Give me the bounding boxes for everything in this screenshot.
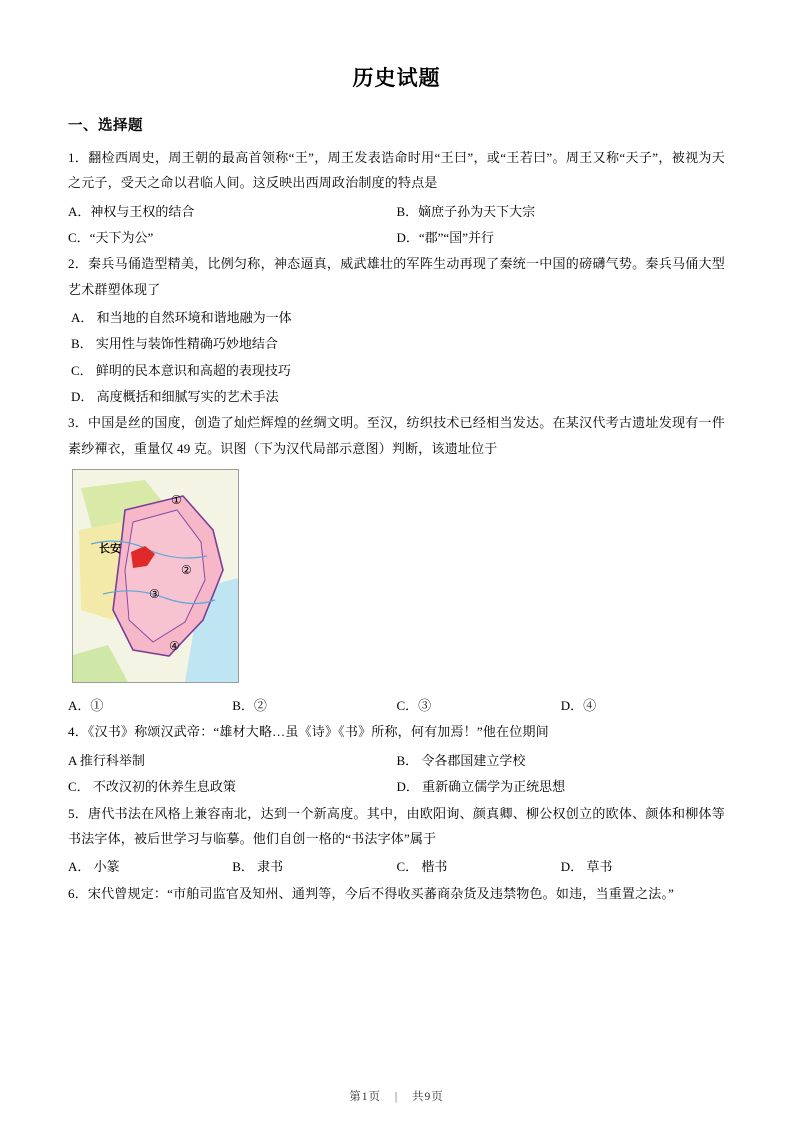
option-d[interactable]: D．④ [560, 698, 597, 714]
option-d[interactable]: D． 重新确立儒学为正统思想 [396, 779, 566, 795]
option-b[interactable]: B． 令各郡国建立学校 [396, 752, 526, 768]
footer-total-label: 共9页 [412, 1091, 444, 1103]
footer-page-label: 第1页 [349, 1091, 381, 1103]
page-title: 历史试题 [352, 66, 441, 90]
option-c[interactable]: C．“天下为公” [68, 230, 154, 246]
option-a[interactable]: A．① [68, 698, 104, 714]
option-c[interactable]: C． 鲜明的民本意识和高超的表现技巧 [71, 362, 291, 378]
question-6 [68, 881, 725, 906]
question-4 [68, 719, 725, 799]
options-row [68, 693, 725, 718]
option-a[interactable]: A． 和当地的自然环境和谐地融为一体 [71, 310, 292, 326]
option-d[interactable]: D． 草书 [560, 859, 613, 875]
map-graphic [73, 470, 238, 682]
question-stem: 5．唐代书法在风格上兼容南北，达到一个新高度。其中，由欧阳询、颜真卿、柳公权创立的欧体、颜体和柳体等书法字体，被后世学习与临摹。他们自创一格的“书法字体”属于 [68, 805, 725, 846]
figure-wrapper [72, 469, 725, 683]
question-3 [68, 410, 725, 718]
question-stem: 3．中国是丝的国度，创造了灿烂辉煌的丝绸文明。至汉，纺织技术已经相当发达。在某汉代考古遗址发现有一件素纱襌衣，重量仅 49 克。识图（下为汉代局部示意图）判断，该遗址位于 [68, 415, 725, 456]
page-footer [0, 1088, 793, 1104]
question-1 [68, 145, 725, 250]
option-b[interactable]: B．嫡庶子孙为天下大宗 [396, 203, 536, 219]
svg-text:①: ① [171, 493, 182, 508]
options-row [68, 199, 725, 224]
option-a[interactable]: A． 小篆 [68, 859, 120, 875]
question-5 [68, 801, 725, 880]
options-row [68, 854, 725, 879]
option-d[interactable]: D．“郡”“国”并行 [396, 230, 494, 246]
options-row [68, 748, 725, 773]
han-dynasty-map [72, 469, 239, 683]
footer-separator: | [394, 1091, 399, 1103]
option-a[interactable]: A 推行科举制 [68, 752, 145, 768]
option-c[interactable]: C．③ [396, 698, 432, 714]
svg-text:②: ② [181, 563, 192, 578]
option-d[interactable]: D． 高度概括和细腻写实的艺术手法 [71, 389, 279, 405]
options-row [68, 774, 725, 799]
question-stem: 1．翻检西周史，周王朝的最高首领称“王”，周王发表诰命时用“王曰”，或“王若曰”。周王又称“天子”，被视为天之元子，受天之命以君临人间。这反映出西周政治制度的特点是 [68, 150, 725, 191]
question-stem: 6．宋代曾规定：“市舶司监官及知州、通判等，今后不得收买蕃商杂货及违禁物色。如违，当重置之法。” [68, 885, 675, 901]
option-c[interactable]: C． 楷书 [396, 859, 448, 875]
question-stem: 4．《汉书》称颂汉武帝：“雄材大略…虽《诗》《书》所称，何有加焉！”他在位期间 [68, 724, 549, 740]
option-b[interactable]: B． 隶书 [232, 859, 284, 875]
svg-text:④: ④ [169, 639, 180, 654]
svg-text:③: ③ [149, 587, 160, 602]
option-b[interactable]: B．② [232, 698, 267, 714]
option-b[interactable]: B． 实用性与装饰性精确巧妙地结合 [71, 336, 278, 352]
option-c[interactable]: C． 不改汉初的休养生息政策 [68, 779, 236, 795]
option-a[interactable]: A．神权与王权的结合 [68, 203, 195, 219]
question-stem: 2．秦兵马俑造型精美，比例匀称，神态逼真，威武雄壮的军阵生动再现了秦统一中国的磅礴气势。秦兵马俑大型艺术群塑体现了 [68, 256, 725, 297]
section-title: 一、选择题 [68, 118, 143, 134]
options-row [68, 225, 725, 250]
question-2 [68, 251, 725, 409]
svg-text:长安: 长安 [99, 542, 121, 556]
